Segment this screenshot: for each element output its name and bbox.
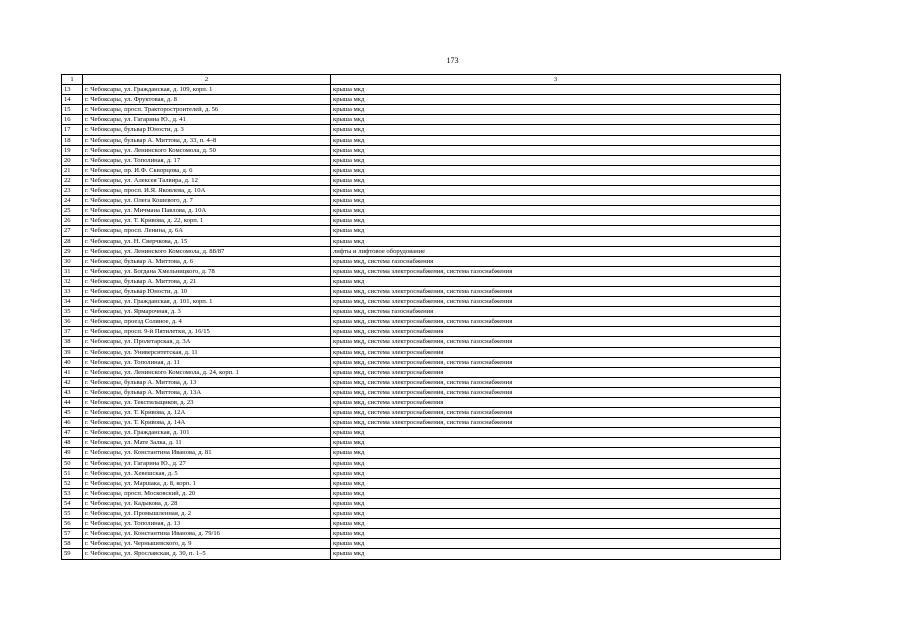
address-cell: г. Чебоксары, ул. Олега Кошевого, д. 7 [83,196,331,206]
address-cell: г. Чебоксары, ул. Т. Кривова, д. 22, корп. 1 [83,216,331,226]
table-row [62,155,781,165]
table-row [62,478,781,488]
address-cell: г. Чебоксары, ул. Мате Залка, д. 11 [83,438,331,448]
row-number-cell: 23 [62,186,83,196]
row-number-cell: 28 [62,236,83,246]
row-number-cell: 21 [62,165,83,175]
works-cell: крыша мкд, система электроснабжения, система газоснабжения [331,408,781,418]
works-cell: крыша мкд [331,478,781,488]
works-cell: крыша мкд [331,448,781,458]
table-row [62,549,781,559]
address-cell: г. Чебоксары, ул. Университетская, д. 11 [83,347,331,357]
table-row [62,519,781,529]
row-number-cell: 40 [62,357,83,367]
table-row [62,226,781,236]
row-number-cell: 34 [62,297,83,307]
works-cell: крыша мкд [331,196,781,206]
address-cell: г. Чебоксары, ул. Константина Иванова, д. 81 [83,448,331,458]
row-number-cell: 33 [62,286,83,296]
table-row [62,286,781,296]
row-number-cell: 14 [62,95,83,105]
row-number-cell: 19 [62,145,83,155]
works-cell: крыша мкд [331,529,781,539]
row-number-cell: 42 [62,377,83,387]
address-cell: г. Чебоксары, бульвар Юности, д. 10 [83,286,331,296]
works-cell: лифты и лифтовое оборудование [331,246,781,256]
row-number-cell: 43 [62,387,83,397]
works-cell: крыша мкд [331,155,781,165]
address-cell: г. Чебоксары, ул. Константина Иванова, д. 79/16 [83,529,331,539]
works-cell: крыша мкд, система электроснабжения, система газоснабжения [331,387,781,397]
row-number-cell: 15 [62,105,83,115]
table-row [62,266,781,276]
table-row [62,408,781,418]
row-number-cell: 59 [62,549,83,559]
address-cell: г. Чебоксары, бульвар А. Миттова, д. 13 [83,377,331,387]
row-number-cell: 39 [62,347,83,357]
row-number-cell: 47 [62,428,83,438]
row-number-cell: 35 [62,307,83,317]
table-row [62,468,781,478]
row-number-cell: 52 [62,478,83,488]
works-cell: крыша мкд, система электроснабжения, система газоснабжения [331,286,781,296]
table-row [62,529,781,539]
row-number-cell: 45 [62,408,83,418]
works-cell: крыша мкд [331,206,781,216]
works-cell: крыша мкд, система электроснабжения [331,367,781,377]
table-row [62,256,781,266]
works-cell: крыша мкд [331,458,781,468]
address-cell: г. Чебоксары, просп. Московский, д. 20 [83,488,331,498]
works-cell: крыша мкд, система электроснабжения, система газоснабжения [331,377,781,387]
address-cell: г. Чебоксары, ул. Ярмарочная, д. 3 [83,307,331,317]
works-cell: крыша мкд [331,468,781,478]
address-cell: г. Чебоксары, просп. Ленина, д. 6А [83,226,331,236]
address-cell: г. Чебоксары, ул. Кадыкова, д. 28 [83,498,331,508]
row-number-cell: 27 [62,226,83,236]
row-number-cell: 49 [62,448,83,458]
row-number-cell: 29 [62,246,83,256]
address-cell: г. Чебоксары, ул. Тополиная, д. 11 [83,357,331,367]
table-row [62,196,781,206]
works-cell: крыша мкд [331,428,781,438]
table-row [62,488,781,498]
address-cell: г. Чебоксары, ул. Гагарина Ю., д. 27 [83,458,331,468]
works-cell: крыша мкд [331,165,781,175]
row-number-cell: 32 [62,276,83,286]
address-cell: г. Чебоксары, просп. И.Я. Яковлева, д. 10А [83,186,331,196]
header-cell-number: 1 [62,75,83,85]
works-cell: крыша мкд [331,115,781,125]
address-cell: г. Чебоксары, ул. Ленинского Комсомола, д. 50 [83,145,331,155]
works-cell: крыша мкд [331,135,781,145]
header-cell-address: 2 [83,75,331,85]
table-row [62,357,781,367]
header-cell-works: 3 [331,75,781,85]
table-row [62,367,781,377]
works-cell: крыша мкд [331,276,781,286]
table-row [62,125,781,135]
works-cell: крыша мкд [331,145,781,155]
table-row [62,135,781,145]
works-cell: крыша мкд [331,226,781,236]
row-number-cell: 24 [62,196,83,206]
table-row [62,448,781,458]
row-number-cell: 18 [62,135,83,145]
table-row [62,387,781,397]
works-cell: крыша мкд [331,498,781,508]
row-number-cell: 56 [62,519,83,529]
works-cell: крыша мкд [331,95,781,105]
table-row [62,418,781,428]
register-table [61,74,781,560]
row-number-cell: 58 [62,539,83,549]
row-number-cell: 36 [62,317,83,327]
works-cell: крыша мкд, система газоснабжения [331,256,781,266]
works-cell: крыша мкд, система электроснабжения, система газоснабжения [331,297,781,307]
address-cell: г. Чебоксары, ул. Текстильщиков, д. 23 [83,398,331,408]
address-cell: г. Чебоксары, ул. Алексея Талвира, д. 12 [83,175,331,185]
works-cell: крыша мкд [331,236,781,246]
row-number-cell: 20 [62,155,83,165]
row-number-cell: 17 [62,125,83,135]
address-cell: г. Чебоксары, бульвар А. Миттова, д. 33, п. 4–8 [83,135,331,145]
address-cell: г. Чебоксары, ул. Богдана Хмельницкого, д. 78 [83,266,331,276]
table-row [62,347,781,357]
table-row [62,539,781,549]
address-cell: г. Чебоксары, ул. Н. Сверчкова, д. 15 [83,236,331,246]
table-row [62,327,781,337]
works-cell: крыша мкд [331,539,781,549]
address-cell: г. Чебоксары, ул. Гражданская, д. 101 [83,428,331,438]
page-number: 173 [446,56,459,65]
works-cell: крыша мкд [331,175,781,185]
table-row [62,428,781,438]
row-number-cell: 44 [62,398,83,408]
row-number-cell: 31 [62,266,83,276]
address-cell: г. Чебоксары, ул. Пролетарская, д. 3А [83,337,331,347]
address-cell: г. Чебоксары, ул. Хевешская, д. 5 [83,468,331,478]
row-number-cell: 38 [62,337,83,347]
address-cell: г. Чебоксары, ул. Гражданская, д. 109, корп. 1 [83,85,331,95]
works-cell: крыша мкд, система электроснабжения, система газоснабжения [331,266,781,276]
table-row [62,377,781,387]
row-number-cell: 22 [62,175,83,185]
row-number-cell: 53 [62,488,83,498]
address-cell: г. Чебоксары, ул. Тополиная, д. 17 [83,155,331,165]
address-cell: г. Чебоксары, ул. Промышленная, д. 2 [83,509,331,519]
address-cell: г. Чебоксары, проезд Соляное, д. 4 [83,317,331,327]
table-row [62,509,781,519]
table-row [62,105,781,115]
address-cell: г. Чебоксары, пр. И.Ф. Скворцова, д. 6 [83,165,331,175]
address-cell: г. Чебоксары, просп. 9-й Пятилетки, д. 16/15 [83,327,331,337]
table-row [62,317,781,327]
table-row [62,498,781,508]
row-number-cell: 50 [62,458,83,468]
row-number-cell: 51 [62,468,83,478]
address-cell: г. Чебоксары, ул. Т. Кривова, д. 14А [83,418,331,428]
address-cell: г. Чебоксары, ул. Фруктовая, д. 8 [83,95,331,105]
table-row [62,337,781,347]
works-cell: крыша мкд [331,549,781,559]
works-cell: крыша мкд, система электроснабжения [331,327,781,337]
works-cell: крыша мкд [331,85,781,95]
works-cell: крыша мкд, система электроснабжения, система газоснабжения [331,357,781,367]
row-number-cell: 37 [62,327,83,337]
row-number-cell: 55 [62,509,83,519]
row-number-cell: 25 [62,206,83,216]
address-cell: г. Чебоксары, бульвар А. Миттова, д. 13А [83,387,331,397]
address-cell: г. Чебоксары, бульвар А. Миттова, д. 6 [83,256,331,266]
works-cell: крыша мкд, система электроснабжения, система газоснабжения [331,337,781,347]
row-number-cell: 41 [62,367,83,377]
table-row [62,115,781,125]
table-row [62,398,781,408]
table-row [62,216,781,226]
row-number-cell: 48 [62,438,83,448]
address-cell: г. Чебоксары, просп. Тракторостроителей, д. 56 [83,105,331,115]
address-cell: г. Чебоксары, ул. Гагарина Ю., д. 41 [83,115,331,125]
works-cell: крыша мкд [331,519,781,529]
table-body [62,75,781,560]
works-cell: крыша мкд, система электроснабжения, система газоснабжения [331,418,781,428]
works-cell: крыша мкд [331,105,781,115]
row-number-cell: 30 [62,256,83,266]
row-number-cell: 16 [62,115,83,125]
address-cell: г. Чебоксары, ул. Гражданская, д. 101, корп. 1 [83,297,331,307]
table-header-row [62,75,781,85]
row-number-cell: 57 [62,529,83,539]
works-cell: крыша мкд, система электроснабжения [331,347,781,357]
address-cell: г. Чебоксары, бульвар Юности, д. 3 [83,125,331,135]
works-cell: крыша мкд, система электроснабжения [331,398,781,408]
table-row [62,145,781,155]
table-row [62,458,781,468]
table-row [62,297,781,307]
table-row [62,276,781,286]
address-cell: г. Чебоксары, ул. Ленинского Комсомола, д. 88/87 [83,246,331,256]
table-row [62,165,781,175]
table-row [62,175,781,185]
table-row [62,307,781,317]
row-number-cell: 13 [62,85,83,95]
works-cell: крыша мкд [331,509,781,519]
works-cell: крыша мкд [331,186,781,196]
table-row [62,236,781,246]
table-row [62,186,781,196]
address-cell: г. Чебоксары, ул. Тополиная, д. 13 [83,519,331,529]
works-cell: крыша мкд, система газоснабжения [331,307,781,317]
works-cell: крыша мкд [331,488,781,498]
row-number-cell: 54 [62,498,83,508]
works-cell: крыша мкд [331,216,781,226]
works-cell: крыша мкд, система электроснабжения, система газоснабжения [331,317,781,327]
table-row [62,246,781,256]
address-cell: г. Чебоксары, ул. Ленинского Комсомола, д. 24, корп. 1 [83,367,331,377]
works-cell: крыша мкд [331,438,781,448]
address-cell: г. Чебоксары, ул. Мичмана Павлова, д. 10А [83,206,331,216]
address-cell: г. Чебоксары, ул. Ярославская, д. 30, п. 1–5 [83,549,331,559]
works-cell: крыша мкд [331,125,781,135]
address-cell: г. Чебоксары, бульвар А. Миттова, д. 21 [83,276,331,286]
row-number-cell: 26 [62,216,83,226]
address-cell: г. Чебоксары, ул. Маршака, д. 8, корп. 1 [83,478,331,488]
address-cell: г. Чебоксары, ул. Т. Кривова, д. 12А [83,408,331,418]
table-row [62,206,781,216]
row-number-cell: 46 [62,418,83,428]
address-cell: г. Чебоксары, ул. Чернышевского, д. 9 [83,539,331,549]
table-row [62,438,781,448]
table-row [62,85,781,95]
table-row [62,95,781,105]
